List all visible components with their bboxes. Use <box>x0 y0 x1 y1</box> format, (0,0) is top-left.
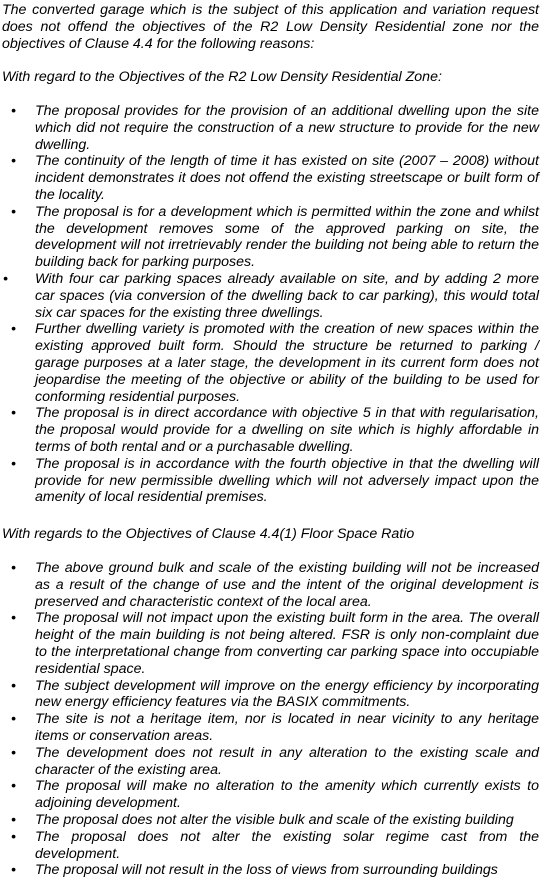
bullet-icon: • <box>11 153 16 170</box>
bullet-icon: • <box>3 270 8 287</box>
bullet-icon: • <box>11 828 16 845</box>
clause-4-4-objectives-list <box>0 560 557 879</box>
list-item: • With four car parking spaces already available on site, and by adding 2 more car spaces (via conversion of the dwelling back to car parking), this would total six car spaces for the existing three dwellings. <box>3 270 539 321</box>
intro-paragraph: The converted garage which is the subject of this application and variation request does not offend the objectives of the R2 Low Density Residential zone nor the objectives of Clause 4.4 for the following reasons: <box>2 2 539 52</box>
bullet-icon: • <box>11 103 16 119</box>
list-item: • The proposal provides for the provision of an additional dwelling upon the site which did not require the construction of a new structure to provide for the new dwelling. <box>11 103 539 153</box>
section-heading-clause-4-4: With regards to the Objectives of Clause 4.4(1) Floor Space Ratio <box>2 526 415 542</box>
bullet-icon: • <box>11 862 16 879</box>
list-item: • The subject development will improve on the energy efficiency by incorporating new energy efficiency features via the BASIX commitments. <box>11 677 539 711</box>
bullet-icon: • <box>11 778 16 795</box>
list-item: • The above ground bulk and scale of the existing building will not be increased as a result of the change of use and the intent of the original development is preserved and characteristic context of the local area. <box>11 560 539 610</box>
bullet-icon: • <box>11 405 16 422</box>
list-item: • The proposal is in accordance with the fourth objective in that the dwelling will provide for new permissible dwelling which will not adversely impact upon the amenity of local residential premises. <box>11 455 539 506</box>
bullet-icon: • <box>11 321 16 338</box>
list-item: • The proposal does not alter the visible bulk and scale of the existing building <box>11 811 514 828</box>
list-item: • The development does not result in any alteration to the existing scale and character of the existing area. <box>11 744 539 778</box>
bullet-icon: • <box>11 677 16 694</box>
list-item: • The proposal is for a development which is permitted within the zone and whilst the development removes some of the approved parking on site, the development will not irretrievably render the building not being able to return the building back for parking purposes. <box>11 203 539 271</box>
bullet-icon: • <box>11 744 16 761</box>
bullet-icon: • <box>11 610 16 627</box>
list-item: • The proposal will not impact upon the existing built form in the area. The overall height of the main building is not being altered. FSR is only non-complaint due to the interpretational change from converting car parking space into occupiable residential space. <box>11 610 539 677</box>
list-item: • Further dwelling variety is promoted with the creation of new spaces within the existing approved built form. Should the structure be returned to parking / garage purposes at a later stage, the development in its current form does not jeopardise the meeting of the objective or ability of the building to be used for conforming residential purposes. <box>11 321 539 405</box>
bullet-icon: • <box>11 811 16 828</box>
r2-zone-objectives-list <box>0 103 557 506</box>
bullet-icon: • <box>11 560 16 576</box>
list-item: • The proposal does not alter the existing solar regime cast from the development. <box>11 828 539 862</box>
list-item: • The proposal will make no alteration to the amenity which currently exists to adjoining development. <box>11 778 539 812</box>
section-heading-r2-zone: With regard to the Objectives of the R2 Low Density Residential Zone: <box>2 69 442 85</box>
bullet-icon: • <box>11 711 16 728</box>
bullet-icon: • <box>11 455 16 472</box>
list-item: • The continuity of the length of time it has existed on site (2007 – 2008) without incident demonstrates it does not offend the existing streetscape or built form of the locality. <box>11 153 539 203</box>
list-item: • The proposal is in direct accordance with objective 5 in that with regularisation, the proposal would provide for a dwelling on site which is highly affordable in terms of both rental and or a purchasable dwelling. <box>11 405 539 455</box>
bullet-icon: • <box>11 203 16 220</box>
list-item: • The site is not a heritage item, nor is located in near vicinity to any heritage items or conservation areas. <box>11 711 539 744</box>
list-item: • The proposal will not result in the loss of views from surrounding buildings <box>11 862 498 879</box>
